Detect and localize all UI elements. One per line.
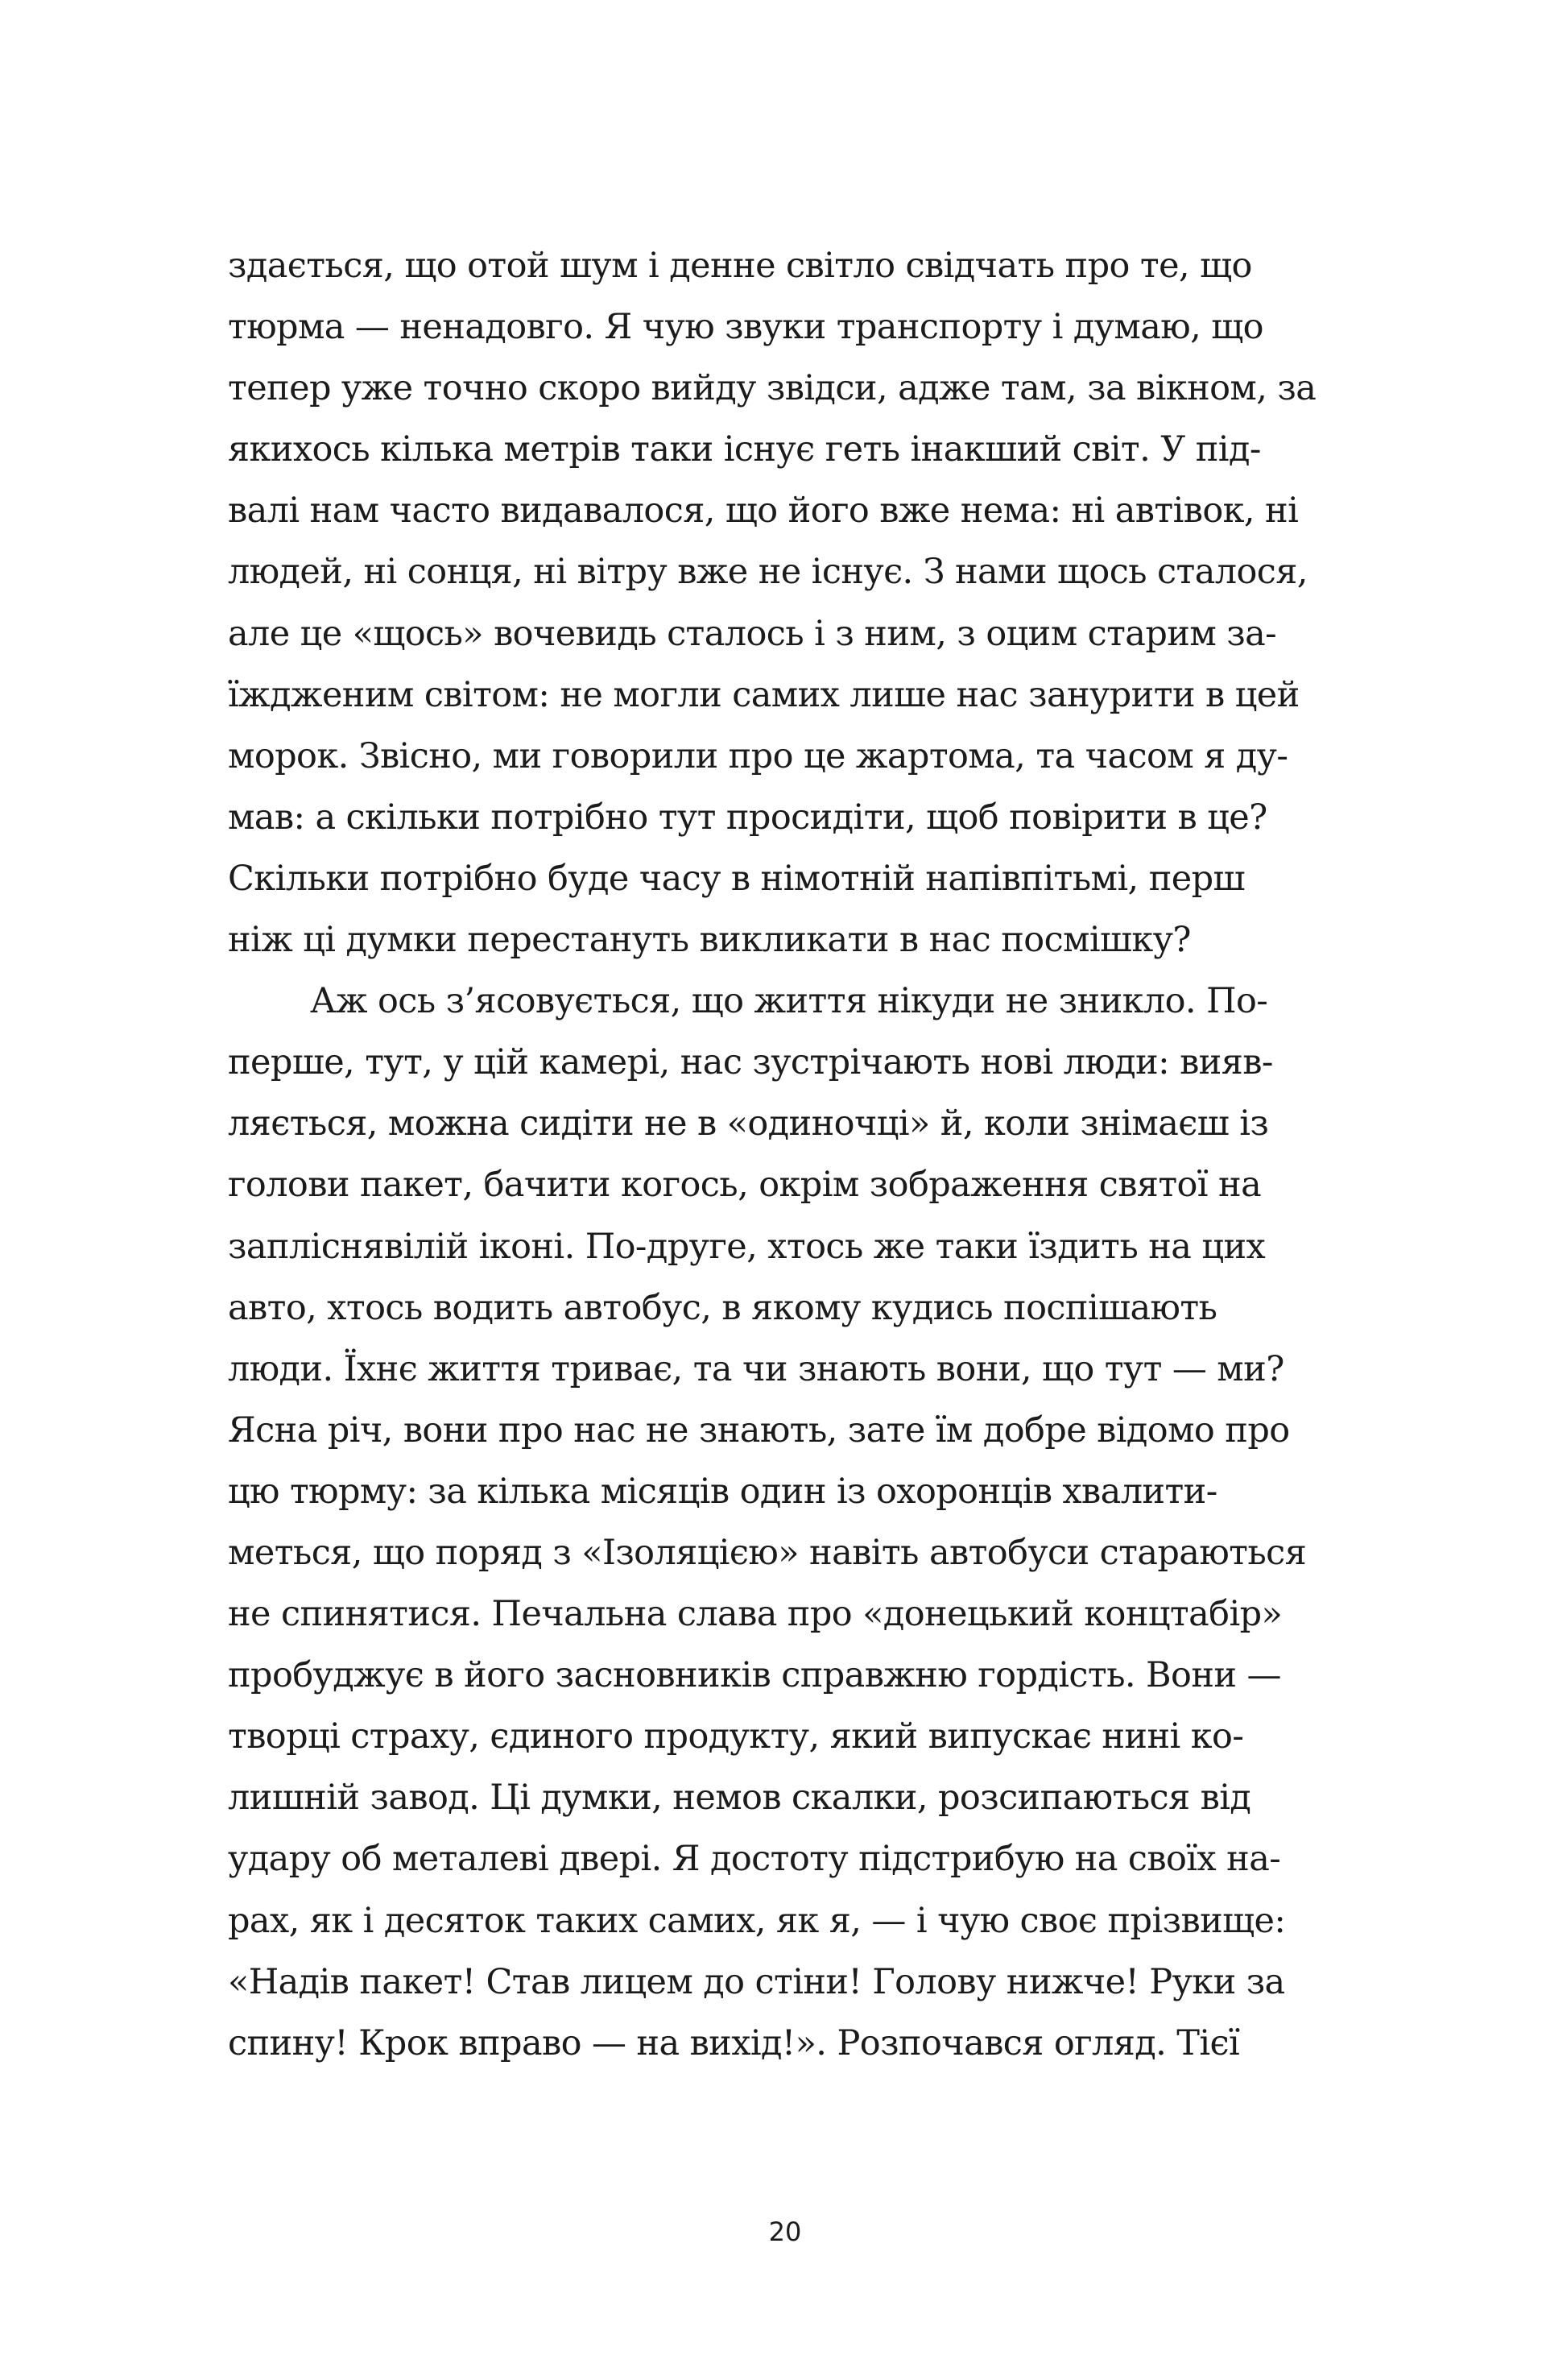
text-line: голови пакет, бачити когось, окрім зображення святої на <box>228 1165 1262 1206</box>
text-line: лишній завод. Ці думки, немов скалки, розсипаються від <box>228 1778 1251 1819</box>
text-line: ляється, можна сидіти не в «одиночці» й, коли знімаєш із <box>228 1103 1269 1144</box>
text-line: тюрма — ненадовго. Я чую звуки транспорту і думаю, що <box>228 307 1263 348</box>
text-line: їжджeним світом: не могли самих лише нас занурити в цей <box>228 674 1300 715</box>
text-line: перше, тут, у цій камері, нас зустрічають нові люди: вияв- <box>228 1042 1273 1083</box>
text-line: якихось кілька метрів таки існує геть інакший світ. У під- <box>228 429 1261 470</box>
text-line: але це «щось» вочевидь сталось і з ним, з оцим старим за- <box>228 613 1277 654</box>
text-line: авто, хтось водить автобус, в якому кудись поспішають <box>228 1287 1217 1328</box>
text-line: тепер уже точно скоро вийду звідси, адже там, за вікном, за <box>228 368 1317 409</box>
text-line: спину! Крок вправо — на вихід!». Розпочався огляд. Тієї <box>228 2022 1240 2063</box>
text-line: рах, як і десяток таких самих, як я, — і чую своє прізвище: <box>228 1900 1286 1941</box>
paragraph-last-line: ніж ці думки перестануть викликати в нас посмішку? <box>228 920 1191 961</box>
text-line: удару об металеві двері. Я достоту підстрибую на своїх на- <box>228 1839 1281 1880</box>
page-number: 20 <box>768 2217 802 2247</box>
paragraph-first-line: Аж ось з’ясовується, що життя нікуди не зникло. По- <box>310 981 1268 1022</box>
text-line: запліснявілій іконі. По-друге, хтось же таки їздить на цих <box>228 1226 1266 1267</box>
text-line: люди. Їхнє життя триває, та чи знають вони, що тут — ми? <box>228 1348 1284 1389</box>
text-line: мав: а скільки потрібно тут просидіти, щоб повірити в це? <box>228 797 1267 838</box>
text-line: здається, що отой шум і денне світло свідчать про те, що <box>228 246 1252 286</box>
text-line: «Надів пакет! Став лицем до стіни! Голову нижче! Руки за <box>228 1961 1285 2002</box>
text-line: не спинятися. Печальна слава про «донецький концтабір» <box>228 1594 1283 1635</box>
body-text <box>228 235 1344 2074</box>
text-line: морок. Звісно, ми говорили про це жартома, та часом я ду- <box>228 735 1288 776</box>
text-line: людей, ні сонця, ні вітру вже не існує. З нами щось сталося, <box>228 552 1308 593</box>
text-line: валі нам часто видавалося, що його вже нема: ні автівок, ні <box>228 490 1299 532</box>
text-line: Скільки потрібно буде часу в німотній напівпітьмі, перш <box>228 858 1245 899</box>
text-line: цю тюрму: за кілька місяців один із охоронців хвалити- <box>228 1471 1217 1512</box>
text-line: творці страху, єдиного продукту, який випускає нині ко- <box>228 1716 1244 1757</box>
text-line: Ясна річ, вони про нас не знають, зате їм добре відомо про <box>228 1409 1290 1451</box>
text-line: меться, що поряд з «Ізоляцією» навіть автобуси стараються <box>228 1532 1307 1573</box>
text-line: пробуджує в його засновників справжню гордість. Вони — <box>228 1655 1281 1696</box>
